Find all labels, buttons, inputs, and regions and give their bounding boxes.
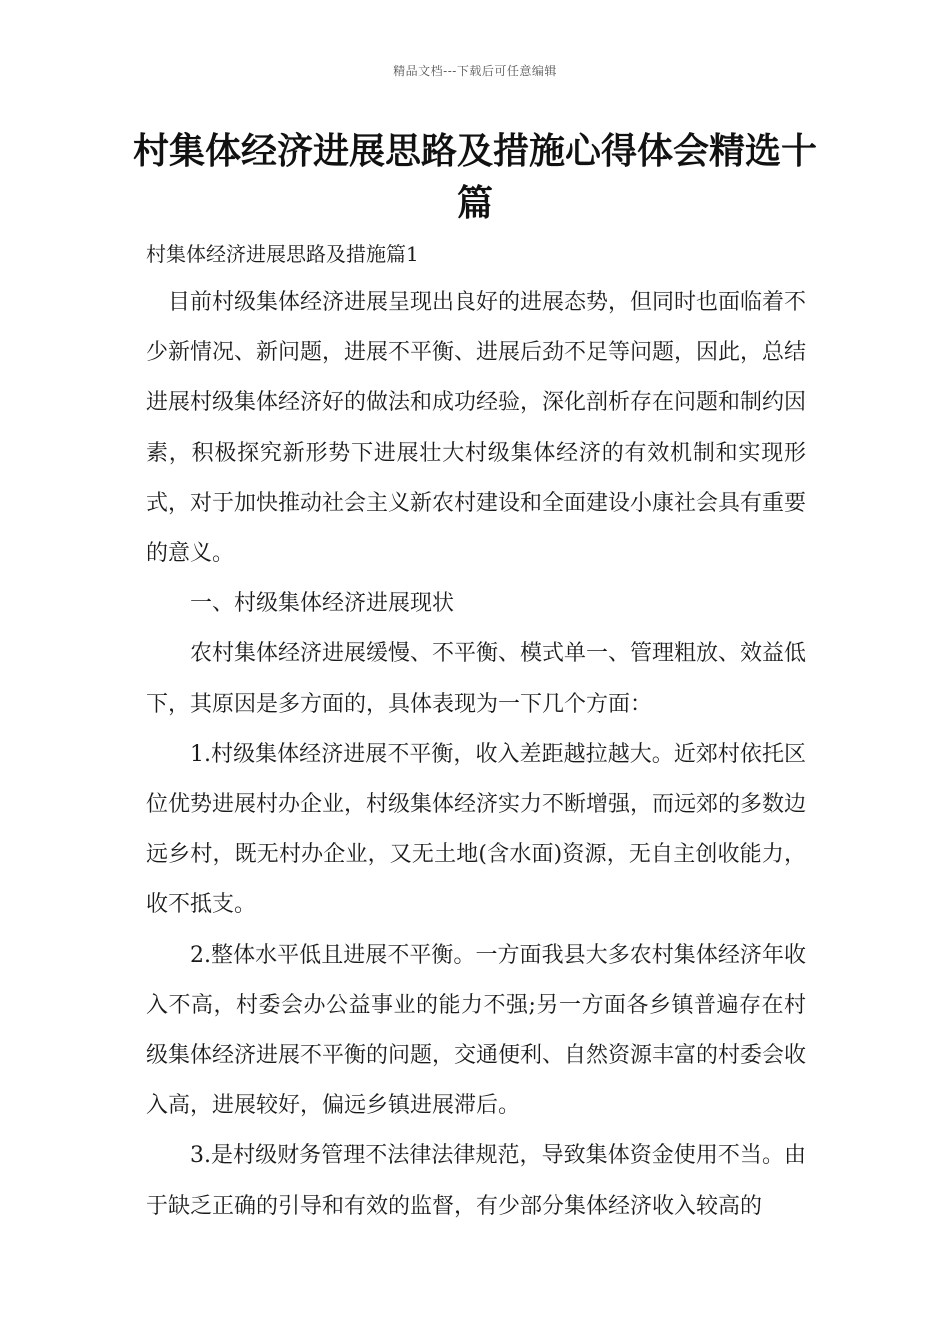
document-title: 村集体经济进展思路及措施心得体会精选十篇 [132,131,817,224]
section-heading: 村集体经济进展思路及措施篇1 [146,242,419,266]
paragraph-point-1: 1.村级集体经济进展不平衡，收入差距越拉越大。近郊村依托区位优势进展村办企业，村级集体经济实力不断增强，而远郊的多数边远乡村，既无村办企业，又无土地(含水面)资源，无自主创收能力，收不抵支。 [146,741,807,918]
header-note: 精品文档---下载后可任意编辑 [393,64,557,78]
paragraph-point-2: 2.整体水平低且进展不平衡。一方面我县大多农村集体经济年收入不高，村委会办公益事业的能力不强;另一方面各乡镇普遍存在村级集体经济进展不平衡的问题，交通便利、自然资源丰富的村委会收入高，进展较好，偏远乡镇进展滞后。 [146,942,807,1119]
paragraph-point-3: 3.是村级财务管理不法律法律规范，导致集体资金使用不当。由于缺乏正确的引导和有效的监督，有少部分集体经济收入较高的 [146,1143,806,1219]
paragraph-causes: 农村集体经济进展缓慢、不平衡、模式单一、管理粗放、效益低下，其原因是多方面的，具体表现为一下几个方面： [146,641,807,717]
paragraph-intro: 目前村级集体经济进展呈现出良好的进展态势，但同时也面临着不少新情况、新问题，进展不平衡、进展后劲不足等问题，因此，总结进展村级集体经济好的做法和成功经验，深化剖析存在问题和制约因素，积极探究新形势下进展壮大村级集体经济的有效机制和实现形式，对于加快推动社会主义新农村建设和全面建设小康社会具有重要的意义。 [146,290,807,567]
paragraph-subheading: 一、村级集体经济进展现状 [190,591,455,617]
body-text [146,278,806,1232]
